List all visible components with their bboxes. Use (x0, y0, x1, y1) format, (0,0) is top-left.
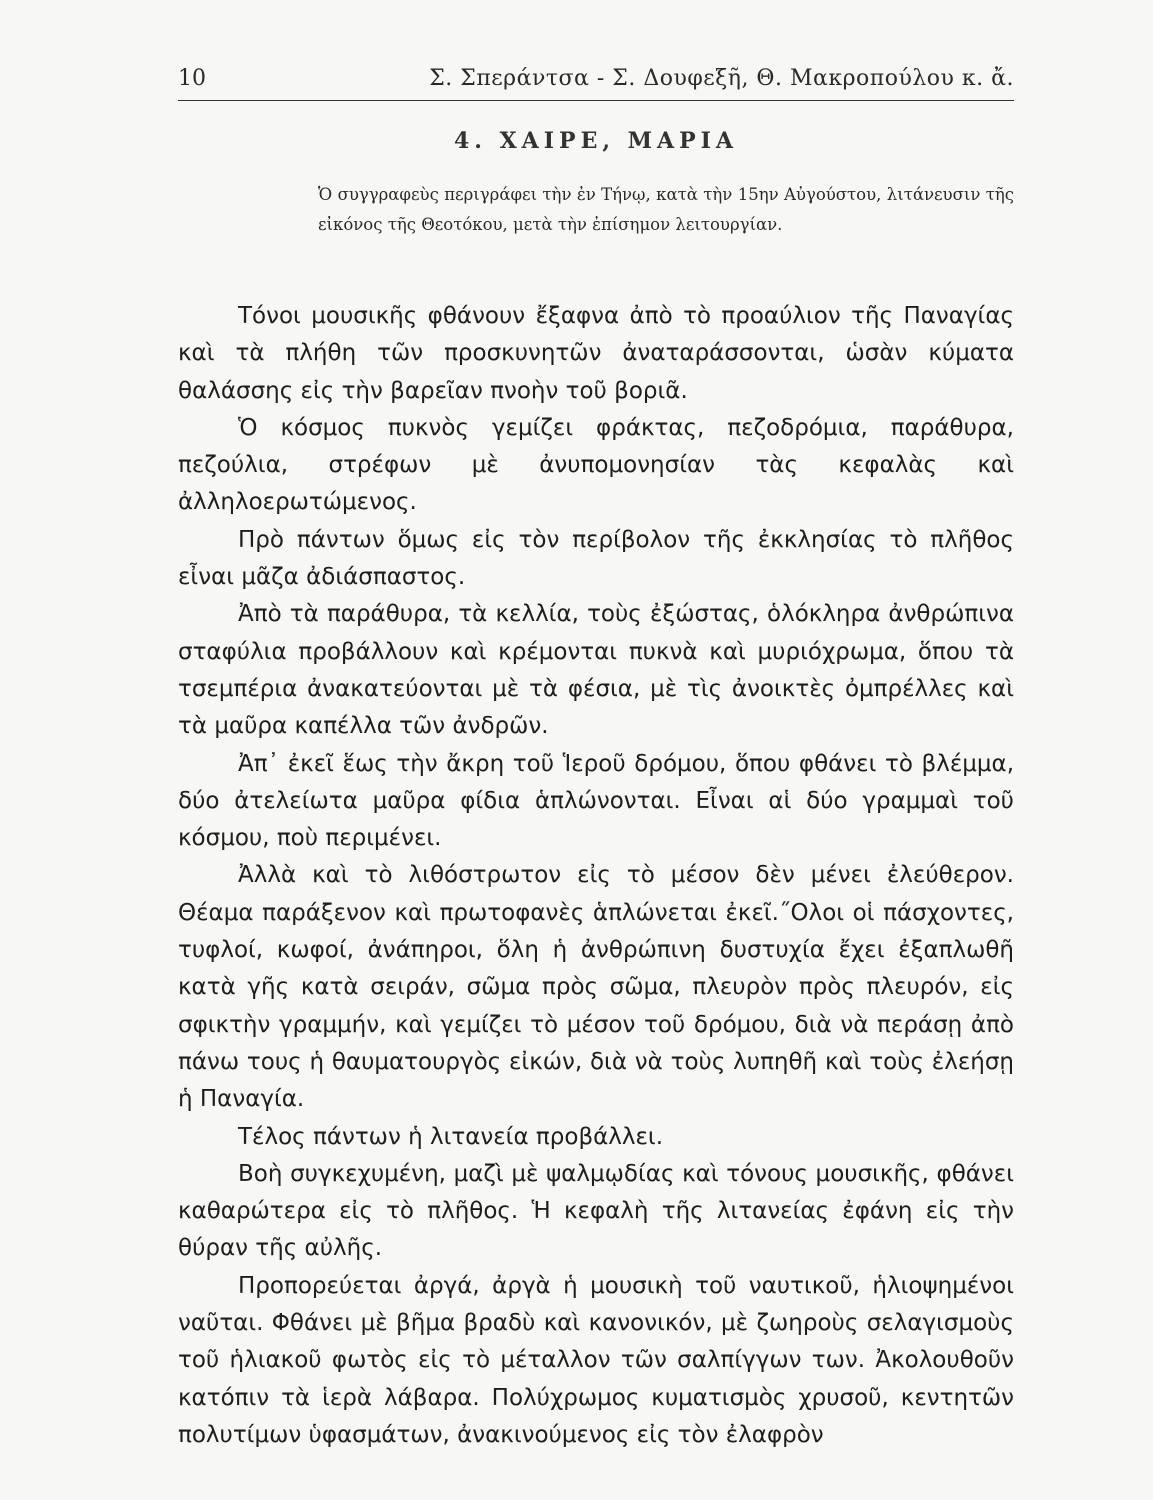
paragraph: Τέλος πάντων ἡ λιτανεία προβάλλει. (238, 1123, 664, 1150)
paragraph: Τόνοι μουσικῆς φθάνουν ἔξαφνα ἀπὸ τὸ προαύλιον τῆς Παναγίας καὶ τὰ πλήθη τῶν προσκυνητῶν ἀναταράσσονται, ὡσὰν κύματα θαλάσσης εἰς τὴν βαρεῖαν πνοὴν τοῦ βοριᾶ. (178, 303, 1014, 404)
running-head-authors: Σ. Σπεράντσα - Σ. Δουφεξῆ, Θ. Μακροπούλου κ. ἄ. (429, 66, 1014, 91)
epigraph: Ὁ συγγραφεὺς περιγράφει τὴν ἐν Τήνῳ, κατὰ τὴν 15ην Αὐγούστου, λιτάνευσιν τῆς εἰκόνος τῆς Θεοτόκου, μετὰ τὴν ἐπίσημον λειτουργίαν. (318, 185, 1014, 234)
paragraph: Βοὴ συγκεχυμένη, μαζὶ μὲ ψαλμῳδίας καὶ τόνους μουσικῆς, φθάνει καθαρώτερα εἰς τὸ πλῆθος. Ἡ κεφαλὴ τῆς λιτανείας ἐφάνη εἰς τὴν θύραν τῆς αὐλῆς. (178, 1160, 1014, 1262)
paragraph: Πρὸ πάντων ὅμως εἰς τὸν περίβολον τῆς ἐκκλησίας τὸ πλῆθος εἶναι μᾶζα ἀδιάσπαστος. (178, 526, 1014, 591)
page-number: 10 (178, 66, 206, 91)
paragraph: Ἀλλὰ καὶ τὸ λιθόστρωτον εἰς τὸ μέσον δὲν μένει ἐλεύθερον. Θέαμα παράξενον καὶ πρωτοφανὲς ἁπλώνεται ἐκεῖ.˝Ολοι οἱ πάσχοντες, τυφλοί, κωφοί, ἀνάπηροι, ὅλη ἡ ἀνθρώπινη δυστυχία ἔχει ἐξαπλωθῆ κατὰ γῆς κατὰ σειράν, σῶμα πρὸς σῶμα, πλευρὸν πρὸς πλευρόν, εἰς σφικτὴν γραμμήν, καὶ γεμίζει τὸ μέσον τοῦ δρόμου, διὰ νὰ περάσῃ ἀπὸ πάνω τους ἡ θαυματουργὸς εἰκών, διὰ νὰ τοὺς λυπηθῆ καὶ τοὺς ἐλεήσῃ ἡ Παναγία. (178, 862, 1014, 1113)
header-rule (178, 100, 1014, 101)
chapter-title: 4. ΧΑΙΡΕ, ΜΑΡΙΑ (453, 128, 738, 154)
paragraph: Ὁ κόσμος πυκνὸς γεμίζει φράκτας, πεζοδρόμια, παράθυρα, πεζούλια, στρέφων μὲ ἀνυπομονησίαν τὰς κεφαλὰς καὶ ἀλληλοερωτώμενος. (178, 414, 1014, 516)
running-head (178, 62, 1014, 98)
paragraph: Ἀπ᾽ ἐκεῖ ἕως τὴν ἄκρη τοῦ Ἱεροῦ δρόμου, ὅπου φθάνει τὸ βλέμμα, δύο ἀτελείωτα μαῦρα φίδια ἁπλώνονται. Εἶναι αἱ δύο γραμμαὶ τοῦ κόσμου, ποὺ περιμένει. (178, 750, 1014, 852)
paragraph: Ἀπὸ τὰ παράθυρα, τὰ κελλία, τοὺς ἐξώστας, ὁλόκληρα ἀνθρώπινα σταφύλια προβάλλουν καὶ κρέμονται πυκνὰ καὶ μυριόχρωμα, ὅπου τὰ τσεμπέρια ἀνακατεύονται μὲ τὰ φέσια, μὲ τὶς ἀνοικτὲς ὀμπρέλλες καὶ τὰ μαῦρα καπέλλα τῶν ἀνδρῶν. (178, 601, 1014, 740)
paragraph: Προπορεύεται ἀργά, ἀργὰ ἡ μουσικὴ τοῦ ναυτικοῦ, ἡλιοψημένοι ναῦται. Φθάνει μὲ βῆμα βραδὺ καὶ κανονικόν, μὲ ζωηροὺς σελαγισμοὺς τοῦ ἡλιακοῦ φωτὸς εἰς τὸ μέταλλον τῶν σαλπίγγων των. Ἀκολουθοῦν κατόπιν τὰ ἱερὰ λάβαρα. Πολύχρωμος κυματισμὸς χρυσοῦ, κεντητῶν πολυτίμων ὑφασμάτων, ἀνακινούμενος εἰς τὸν ἐλαφρὸν (178, 1272, 1014, 1448)
body-text (178, 298, 1014, 1454)
